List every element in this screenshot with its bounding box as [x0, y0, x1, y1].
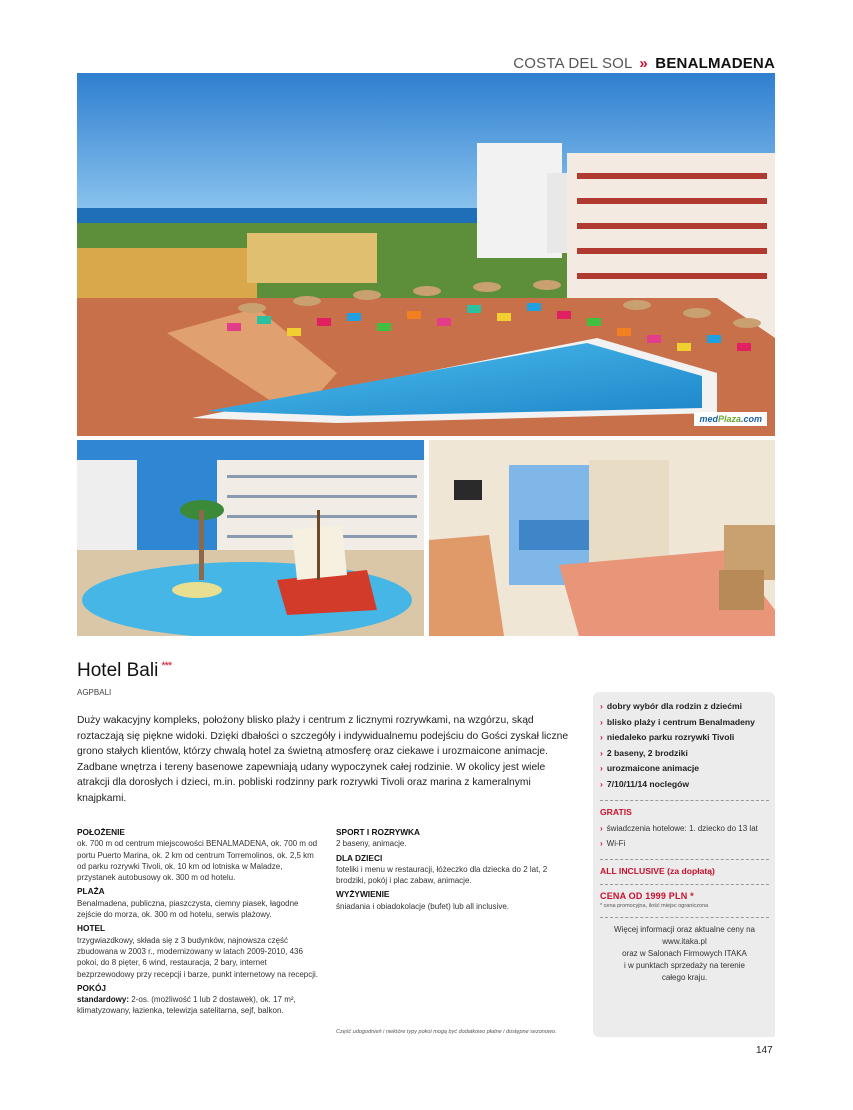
booking-info: Więcej informacji oraz aktualne ceny na www.itaka.pl oraz w Salonach Firmowych ITAKA i w punktach sprzedaży na terenie całego kraju.	[600, 924, 769, 984]
section-title-room: POKÓJ	[77, 982, 107, 993]
section-text-food: śniadania i obiadokolacje (bufet) lub all inclusive.	[336, 901, 509, 911]
hotel-description: Duży wakacyjny kompleks, położony blisko plaży i centrum z licznymi rozrywkami, na wzgórzu, skąd roztaczają się piękne widoki. Dzięki dbałości o szczegóły i indywidualnemu podejściu do Gości zyskał liczne grono stałych klientów, którzy chwalą hotel za świetną atmosferę oraz ciekawe i urozmaicone animacje. Zadbane wnętrza i tereny basenowe zapewniają udany wypoczynek całej rodzinie. W okolicy jest wiele atrakcji dla dorosłych i dzieci, m.in. pobliski rodzinny park rozrywki Tivoli oraz marina z kameralnymi knajpkami.	[77, 715, 569, 804]
section-title-beach: PLAŻA	[77, 886, 105, 897]
section-text-sport: 2 baseny, animacje.	[336, 839, 407, 849]
feature-item: › dobry wybór dla rodzin z dziećmi	[600, 701, 743, 711]
chevron-right-icon: ›	[600, 824, 603, 833]
page-number: 147	[756, 1045, 773, 1056]
section-title-location: POŁOŻENIE	[77, 827, 125, 837]
region-name: COSTA DEL SOL	[513, 55, 632, 72]
section-title-kids: DLA DZIECI	[336, 852, 383, 863]
feature-item: › urozmaicone animacje	[600, 763, 700, 773]
price-from: CENA OD 1999 PLN *	[600, 891, 694, 901]
hotel-title: Hotel Bali ***	[77, 660, 172, 681]
section-text-kids: foteliki i menu w restauracji, łóżeczko dla dziecka do 2 lat, 2 brodziki, pokój i plac zabaw, animacje.	[336, 864, 548, 886]
offer-sidebar	[593, 692, 775, 1037]
disclaimer: Część udogodnień i niektóre typy pokoi mogą być dodatkowo płatne i dostępne sezonowo.	[336, 1029, 557, 1035]
divider	[600, 859, 769, 860]
section-text-location: ok. 700 m od centrum miejscowości BENALMADENA, ok. 700 m od portu Puerto Marina, ok. 2 km od centrum Torremolinos, ok. 2,5 km od parku rozrywki Tivoli, ok. 10 km od lotniska w Maladze, przystanek autobusowy ok. 300 m od hotelu.	[77, 839, 318, 883]
gratis-title: GRATIS	[600, 807, 632, 817]
photo-watermark: medPlaza.com	[694, 412, 767, 426]
all-inclusive-option: ALL INCLUSIVE (za dopłatą)	[600, 866, 715, 876]
kids-pool-photo	[77, 440, 424, 636]
section-text-room: standardowy: 2-os. (możliwość 1 lub 2 dostawek), ok. 17 m², klimatyzowany, łazienka, telewizja satelitarna, sejf, balkon.	[77, 995, 296, 1016]
chevron-right-icon: ›	[600, 763, 603, 773]
chevron-right-icon: ›	[600, 732, 603, 742]
gratis-item: › świadczenia hotelowe: 1. dziecko do 13 lat	[600, 824, 758, 833]
divider	[600, 800, 769, 801]
feature-item: › 7/10/11/14 noclegów	[600, 778, 690, 789]
divider	[600, 884, 769, 885]
room-type: standardowy:	[77, 995, 130, 1005]
hotel-code: AGPBALI	[77, 688, 112, 697]
destination-header	[513, 55, 775, 72]
gratis-item: › Wi-Fi	[600, 839, 626, 848]
section-title-food: WYŻYWIENIE	[336, 889, 390, 900]
hotel-room-photo	[429, 440, 775, 636]
section-text-beach: Benalmadena, publiczna, piaszczysta, ciemny piasek, łagodne zejście do morza, ok. 300 m od hotelu, serwis plażowy.	[77, 898, 299, 920]
city-name: BENALMADENA	[655, 55, 775, 72]
chevron-right-icon: ›	[600, 778, 603, 789]
section-text-hotel: trzygwiazdkowy, składa się z 3 budynków, najnowsza część zbudowana w 2003 r., modernizowany w latach 2009-2010, 436 pokoi, do 8 pięter, 6 wind, restauracja, 2 bary, internet bezprzewodowy przy recepcji i barze, punkt internetowy na recepcji.	[77, 935, 319, 979]
price-note: * cena promocyjna, ilość miejsc ograniczona	[600, 903, 709, 909]
section-title-hotel: HOTEL	[77, 923, 106, 934]
chevron-right-icon: ›	[600, 716, 603, 727]
details-right-column	[336, 824, 579, 914]
star-rating: ***	[161, 660, 172, 672]
chevron-right-icon: ›	[600, 747, 603, 758]
feature-item: › niedaleko parku rozrywki Tivoli	[600, 732, 735, 742]
details-left-column	[77, 824, 320, 1019]
website-link[interactable]: www.itaka.pl	[662, 937, 707, 946]
feature-item: › 2 baseny, 2 brodziki	[600, 747, 688, 758]
hotel-main-photo	[77, 73, 775, 436]
divider	[600, 917, 769, 918]
feature-item: › blisko plaży i centrum Benalmadeny	[600, 716, 755, 727]
chevron-right-icon: ›	[600, 701, 603, 711]
section-title-sport: SPORT I ROZRYWKA	[336, 827, 421, 837]
chevron-right-icon: ›	[600, 839, 603, 848]
breadcrumb-separator: »	[639, 55, 648, 72]
